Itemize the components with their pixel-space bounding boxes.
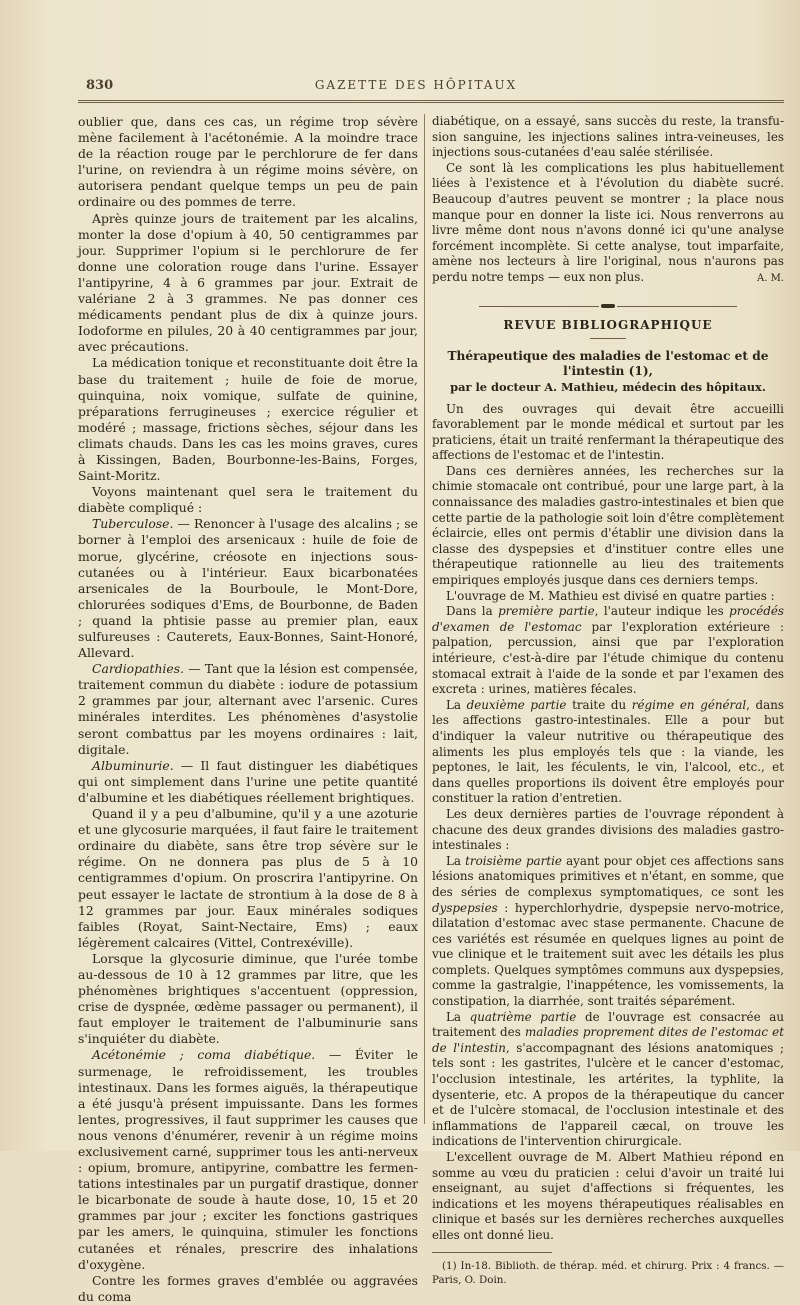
paragraph: Dans la première partie, l'auteur indique les procédés d'examen de l'estomac par l'exploration extérieure : palpation, percussion, ainsi que par l'exploration intérieure, c'est-à-dire par l'étude chimique du contenu stomacal extrait à l'aide de la sonde et par l'examen des excreta : urines, matières fécales. — [432, 604, 785, 697]
paragraph: oublier que, dans ces cas, un régime trop sévère mène facilement à l'acétonémie. A la moindre trace de la réaction rouge par le perchlorure de fer dans l'urine, on reviendra à un régime moins sévère, on autorisera pendant quelque temps un peu de pain ordinaire ou des pommes de terre. — [78, 114, 418, 210]
page-number: 830 — [86, 78, 114, 93]
book-title-block — [432, 349, 784, 396]
list-item — [78, 758, 418, 806]
paragraph: Contre les formes graves d'emblée ou aggravées du coma — [78, 1272, 418, 1304]
right-column — [432, 114, 784, 1287]
paragraph: diabétique, on a essayé, sans succès du reste, la transfusion sanguine, les injections salines intra-veineuses, les injections sous-cutanées d'eau salée stérilisée. — [432, 114, 784, 160]
book-title: Thérapeutique des maladies de l'estomac et de l'intestin (1), — [447, 348, 769, 379]
list-item — [78, 516, 418, 661]
paragraph: Lorsque la glycosurie diminue, que l'urée tombe au-dessous de 10 à 12 grammes par litre, que les phénomènes brightiques s'accentuent (oppression, crise de dyspnée, œdème passager ou permanent), il faut employer le traitement de l'albuminurie sans s'inquiéter du diabète. — [78, 950, 418, 1047]
paragraph: L'excellent ouvrage de M. Albert Mathieu répond en somme au vœu du praticien : celui d'avoir un traité lui enseignant, au sujet d'affections si fréquentes, les indications et les moyens thérapeutiques réalisables en clinique et basés sur les dernières recherches auxquelles elles ont donné lieu. — [432, 1150, 784, 1242]
page-header — [58, 76, 774, 98]
item-text: — Il faut distinguer les diabétiques qui ont simplement dans l'urine une petite quantité d'albumine et les diabétiques réellement brightiques. — [78, 757, 418, 805]
paragraph: La deuxième partie traite du régime en général, dans les affections gastro-intestinales. Elle a pour but d'indiquer la valeur nutritive ou thérapeutique des aliments les plus employés tels que : la viande, les peptones, le lait, les féculents, le vin, l'alcool, etc., et dans quelles proportions ils doivent être employés pour constituer la ration d'entretien. — [432, 697, 785, 806]
author-signature: A. M. — [757, 272, 784, 284]
section-title: REVUE BIBLIOGRAPHIQUE — [503, 318, 713, 333]
paragraph: Dans ces dernières années, les recherches sur la chimie stomacale ont contribué, pour une large part, à la connaissance des maladies gastro-intestinales et bien que cette partie de la pathologie soit loin d'être complètement éclaircie, elles ont permis d'établir une division dans la classe des dyspepsies et d'instituer contre elles une thérapeutique rationnelle au lieu des traitements empiriques employés jusque dans ces derniers temps. — [432, 463, 784, 588]
running-title: GAZETTE DES HÔPITAUX — [314, 78, 518, 92]
footnote: (1) In-18. Biblioth. de thérap. méd. et chirurg. Prix : 4 francs. — Paris, O. Doin. — [432, 1259, 784, 1286]
paragraph: Les deux dernières parties de l'ouvrage répondent à chacune des deux grandes divisions des maladies gastro-intestinales : — [432, 806, 784, 853]
item-text: — Renoncer à l'usage des alcalins ; se borner à l'emploi des arsenicaux : huile de foie de morue, glycérine, créosote en injections sous-cutanées ou à l'intérieur. Eaux bicarbonatées arsenicales de la Bourboule, le Mont-Dore, chlorurées sodiques d'Ems, de Bourbonne, de Baden ; quand la phtisie passe au premier plan, eaux sulfureuses : Cauterets, Eaux-Bonnes, Saint-Honoré, Allevard. — [78, 516, 418, 661]
paragraph: Après quinze jours de traitement par les alcalins, monter la dose d'opium à 40, 50 centigrammes par jour. Supprimer l'opium si le perchlorure de fer donne une coloration rouge dans l'urine. Essayer l'antipyrine, 4 à 6 grammes par jour. Extrait de valériane 2 à 3 grammes. Ne pas donner ces médicaments pendant plus de dix à quinze jours. Iodoforme en pilules, 20 à 40 centigrammes par jour, avec précautions. — [78, 210, 418, 355]
item-text: — Éviter le surmenage, le refroidissement, les troubles intestinaux. Dans les formes aiguës, la thérapeutique a été jusqu'à présent impuissante. Dans les formes lentes, progressives, il faut supprimer les causes que nous venons d'énumérer, revenir à un régime moins exclusivement carné, supprimer tous les anti-nerveux : opium, bromure, antipyrine, combattre les fermentations intestinales par un purgatif drastique, donner le bicarbonate de soude à haute dose, 10, 15 et 20 grammes par jour ; exciter les fonctions gastriques par les amers, le quinquina, stimuler les fonctions cutanées et rénales, prescrire des inhalations d'oxygène. — [78, 1047, 418, 1272]
item-lead: Tuberculose. — [92, 516, 174, 532]
item-lead: Acétonémie ; coma diabétique. — [92, 1047, 316, 1063]
footnote-rule — [432, 1252, 552, 1253]
paragraph: Un des ouvrages qui devait être accueilli favorablement par le monde médical et surtout par les praticiens, était un traité renfermant la thérapeutique des affections de l'estomac et de l'intestin. — [432, 401, 784, 463]
list-item — [78, 1047, 418, 1272]
item-lead: Albuminurie. — [92, 757, 174, 773]
paragraph: Ce sont là les complications les plus habituellement liées à l'existence et à l'évolution du diabète sucré. Beaucoup d'autres peuvent se montrer ; la place nous manque pour en donner la liste ici. Nous renverrons au livre même dont nous n'avons donné ici qu'une analyse forcément incomplète. Si cette analyse, tout imparfaite, amène nos lecteurs à lire l'original, nous n'aurons pas perdu notre temps — eux non plus. — [432, 160, 784, 284]
header-double-rule — [78, 100, 784, 103]
paragraph: La quatrième partie de l'ouvrage est consacrée au traitement des maladies proprement dites de l'estomac et de l'intestin, s'accompagnant des lésions anatomiques ; tels sont : les gastrites, l'ulcère et le cancer d'estomac, l'occlusion intestinale, les artérites, la typhlite, la dysenterie, etc. A propos de la thérapeutique du cancer et de l'ulcère stomacal, de l'occlusion intestinale et des inflammations de l'appareil cæcal, on trouve les indications de l'intervention chirurgicale. — [432, 1009, 785, 1149]
column-divider — [424, 114, 425, 1124]
paragraph: La médication tonique et reconstituante doit être la base du traitement ; huile de foie de morue, quinquina, noix vomique, sulfate de quinine, préparations ferrugineuses ; exercice régulier et modéré ; massage, frictions sèches, séjour dans les climats chauds. Dans les cas les moins graves, cures à Kissingen, Baden, Bourbonne-les-Bains, Forges, Saint-Moritz. — [78, 355, 418, 484]
ornament-divider — [432, 298, 784, 304]
paragraph: La troisième partie ayant pour objet ces affections sans lésions anatomiques primitives et n'étant, en somme, que des séries de complexus symptomatiques, ce sont les dyspepsies : hyperchlorhydrie, dyspepsie nervo-motrice, dilatation d'estomac avec stase permanente. Chacune de ces variétés est résumée en quelques lignes au point de vue clinique et le traitement suit avec les détails les plus complets. Quelques symptômes communs aux dyspepsies, comme la gastralgie, l'inappétence, les vomissements, la constipation, la diarrhée, sont traités séparément. — [432, 853, 784, 1009]
book-author: par le docteur A. Mathieu, médecin des hôpitaux. — [450, 379, 766, 394]
item-lead: Cardiopathies. — [92, 661, 185, 677]
short-rule — [590, 338, 626, 339]
list-item — [78, 661, 418, 758]
item-text: — Tant que la lésion est compensée, traitement commun du diabète : iodure de potassium 2 grammes par jour, alternant avec l'arsenic. Cures minérales interdites. Les phénomènes d'asystolie seront combattus par les moyens ordinaires : lait, digitale. — [78, 661, 418, 757]
paragraph: Quand il y a peu d'albumine, qu'il y a une azoturie et une glycosurie marquées, il faut faire le traitement ordinaire du diabète, sans être trop sévère sur le régime. On ne donnera pas plus de 5 à 10 centigrammes d'opium. On proscrira l'antipyrine. On peut essayer le lactate de strontium à la dose de 8 à 12 grammes par jour. Eaux minérales sodiques faibles (Royat, Saint-Nectaire, Ems) ; eaux légèrement calcaires (Vittel, Contrexéville). — [78, 806, 418, 950]
paragraph: L'ouvrage de M. Mathieu est divisé en quatre parties : — [446, 588, 775, 603]
left-column — [78, 114, 418, 1305]
paragraph: Voyons maintenant quel sera le traitement du diabète compliqué : — [78, 484, 418, 516]
